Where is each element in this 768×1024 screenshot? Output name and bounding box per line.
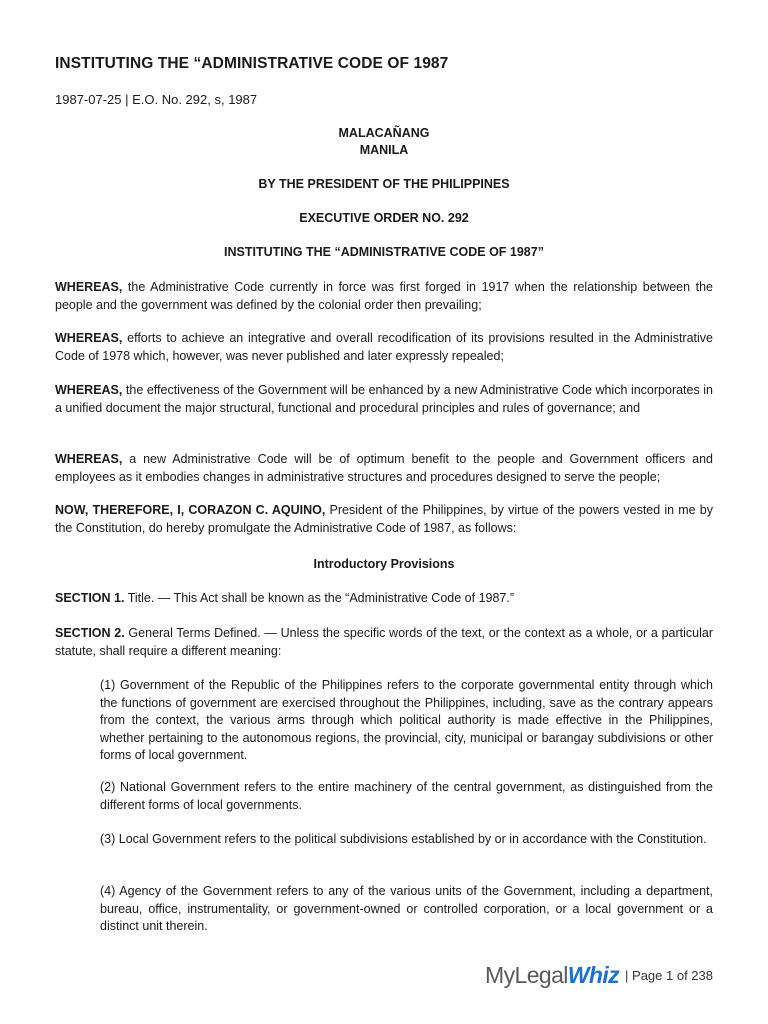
definition-3: (3) Local Government refers to the political subdivisions established by or in accordance with the Constitution. [100,832,707,846]
heading-instituting: INSTITUTING THE “ADMINISTRATIVE CODE OF 1987” [224,245,544,259]
page-number: | Page 1 of 238 [625,968,713,983]
introductory-provisions-heading: Introductory Provisions [313,557,455,571]
heading-by-president: BY THE PRESIDENT OF THE PHILIPPINES [258,177,510,191]
now-therefore-clause: NOW, THEREFORE, I, CORAZON C. AQUINO, President of the Philippines, by virtue of the powers vested in me by the Constitution, do hereby promulgate the Administrative Code of 1987, as follows: [55,503,713,535]
document-meta: 1987-07-25 | E.O. No. 292, s, 1987 [55,92,258,107]
heading-place-2: MANILA [359,143,409,157]
definition-2: (2) National Government refers to the entire machinery of the central government, as distinguished from the different forms of local governments. [100,780,713,812]
heading-place-1: MALACAÑANG [338,126,430,140]
heading-executive-order: EXECUTIVE ORDER NO. 292 [299,211,469,225]
section-1: SECTION 1. Title. — This Act shall be known as the “Administrative Code of 1987.” [55,591,515,605]
whereas-clause-1: WHEREAS, the Administrative Code currently in force was first forged in 1917 when the relationship between the people and the government was defined by the colonial order then prevailing; [55,280,713,312]
definition-1: (1) Government of the Republic of the Philippines refers to the corporate governmental entity through which the functions of government are exercised throughout the Philippines, including, save as the contrary appears from the context, the various arms through which political authority is made effective in the Philippines, whether pertaining to the autonomous regions, the provincial, city, municipal or barangay subdivisions or other forms of local government. [100,678,713,762]
mylegalwhiz-logo: MyLegalWhiz [485,962,620,988]
page-footer [485,962,713,989]
section-2: SECTION 2. General Terms Defined. — Unless the specific words of the text, or the context as a whole, or a particular statute, shall require a different meaning: [55,626,714,658]
definition-4: (4) Agency of the Government refers to any of the various units of the Government, including a department, bureau, office, instrumentality, or government-owned or controlled corporation, or a local government or a distinct unit therein. [100,884,713,933]
whereas-clause-2: WHEREAS, efforts to achieve an integrative and overall recodification of its provisions resulted in the Administrative Code of 1978 which, however, was never published and later expressly repealed; [55,331,713,363]
document-title: INSTITUTING THE “ADMINISTRATIVE CODE OF 1987 [55,55,449,72]
whereas-clause-4: WHEREAS, a new Administrative Code will be of optimum benefit to the people and Government officers and employees as it embodies changes in administrative structures and procedures designed to serve the people; [55,452,713,484]
whereas-clause-3: WHEREAS, the effectiveness of the Government will be enhanced by a new Administrative Code which incorporates in a unified document the major structural, functional and procedural principles and rules of governance; and [55,383,713,415]
